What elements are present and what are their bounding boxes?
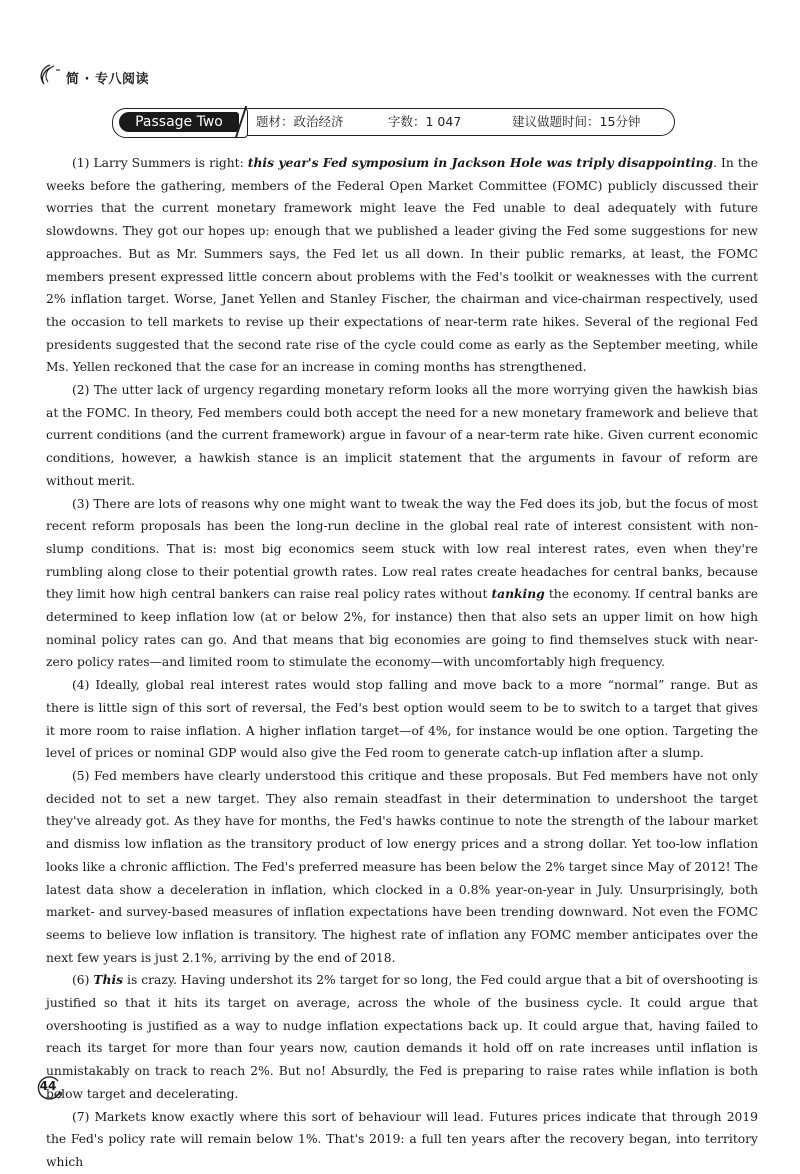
paragraph-text: Ideally, global real interest rates would stop falling and move back to a more “normal” range. But as there is little sign of this sort of reversal, the Fed's best option would seem to be to switch to a target that gives it more room to raise inflation. A higher inflation target—of 4%, for instance would be one option. Targeting the level of prices or nominal GDP would also give the Fed room to generate catch-up inflation after a slump. (46, 678, 758, 761)
passage-suggested-time: 建议做题时间：15分钟 (512, 114, 641, 129)
passage-label: Passage Two (119, 112, 239, 132)
passage-topic: 题材：政治经济 (256, 114, 344, 129)
passage-banner (112, 108, 680, 136)
paragraph-number: (1) (72, 156, 90, 170)
paragraph-number: (4) (72, 678, 90, 693)
book-brand (36, 62, 149, 92)
emphasized-word: This (93, 972, 124, 988)
paragraph-text: The utter lack of urgency regarding monetary reform looks all the more worrying given the hawkish bias at the FOMC. In theory, Fed members could both accept the need for a new monetary framework and believe that current conditions (and the current framework) argue in favour of a near-term rate hike. Given current economic conditions, however, a hawkish stance is an implicit statement that the arguments in favour of reform are without merit. (46, 383, 758, 488)
passage-word-count: 字数：1 047 (388, 114, 462, 129)
paragraph-number: (5) (72, 768, 90, 783)
book-logo-icon (36, 62, 66, 92)
paragraph-text: . In the weeks before the gathering, members of the Federal Open Market Committee (FOMC) publicly discussed their worries that the current monetary framework might leave the Fed unable to deal adequately with future slowdowns. They got our hopes up: enough that we published a leader giving the Fed some suggestions for new approaches. But as Mr. Summers says, the Fed let us all down. In their public remarks, at least, the FOMC members present expressed little concern about problems with the Fed's toolkit or weaknesses with the current 2% inflation target. Worse, Janet Yellen and Stanley Fischer, the chairman and vice-chairman respectively, used the occasion to tell markets to revise up their expectations of near-term rate hikes. Several of the regional Fed presidents suggested that the second rate rise of the cycle could come as early as the September meeting, while Ms. Yellen reckoned that the case for an increase in coming months has strengthened. (46, 156, 758, 375)
paragraph-number: (6) (72, 973, 90, 988)
paragraph-3 (46, 493, 758, 675)
paragraph-text: is crazy. Having undershot its 2% target for so long, the Fed could argue that a bit of overshooting is justified so that it hits its target on average, across the whole of the business cycle. It could argue that overshooting is justified as a way to nudge inflation expectations back up. It could argue that, having failed to reach its target for more than four years now, caution demands it hold off on rate increases until inflation is unmistakably on track to reach 2%. But no! Absurdly, the Fed is preparing to raise rates while inflation is both below target and decelerating. (46, 973, 758, 1101)
emphasized-text: this year's Fed symposium in Jackson Hole was triply disappointing (247, 155, 714, 170)
page-number: 44 (39, 1079, 57, 1093)
paragraph-text: Fed members have clearly understood this critique and these proposals. But Fed members have not only decided not to set a new target. They also remain steadfast in their determination to undershoot the target they've already got. As they have for months, the Fed's hawks continue to note the strength of the labour market and dismiss low inflation as the transitory product of low energy prices and a strong dollar. Yet too-low inflation looks like a chronic affliction. The Fed's preferred measure has been below the 2% target since May of 2012! The latest data show a deceleration in inflation, which clocked in a 0.8% year-on-year in July. Unsurprisingly, both market- and survey-based measures of inflation expectations have been trending downward. Not even the FOMC seems to believe low inflation is transitory. The highest rate of inflation any FOMC member anticipates over the next few years is just 2.1%, arriving by the end of 2018. (46, 768, 758, 965)
emphasized-word: tanking (491, 586, 545, 602)
paragraph-number: (2) (72, 383, 90, 398)
paragraph-4 (46, 674, 758, 765)
paragraph-6 (46, 969, 758, 1105)
passage-meta (256, 112, 640, 130)
paragraph-text: the economy. If central banks are determined to keep inflation low (at or below 2%, for instance) then that also sets an upper limit on how high nominal policy rates can go. And that means that big economies are going to find themselves stuck with near-zero policy rates—and limited room to stimulate the economy—with uncomfortably high frequency. (46, 587, 758, 670)
paragraph-text: Markets know exactly where this sort of behaviour will lead. Futures prices indicate that through 2019 the Fed's policy rate will remain below 1%. That's 2019: a full ten years after the recovery began, into territory which (46, 1109, 758, 1169)
book-series-title: 简 · 专八阅读 (66, 71, 149, 87)
paragraph-5 (46, 765, 758, 969)
banner-label-box (112, 108, 248, 138)
paragraph-text: There are lots of reasons why one might want to tweak the way the Fed does its job, but the focus of most recent reform proposals has been the long-run decline in the global real rate of interest consistent with non-slump conditions. That is: most big economics seem stuck with low real interest rates, even when they're rumbling along close to their potential growth rates. Low real rates create headaches for central banks, because they limit how high central bankers can raise real policy rates without (46, 496, 758, 602)
paragraph-7 (46, 1106, 758, 1174)
paragraph-number: (7) (72, 1109, 90, 1124)
paragraph-2 (46, 379, 758, 493)
paragraph-1 (46, 152, 758, 379)
paragraph-number: (3) (72, 496, 90, 511)
passage-body (46, 152, 758, 1174)
page-number-badge (36, 1073, 64, 1101)
paragraph-text: Larry Summers is right: (89, 156, 248, 170)
